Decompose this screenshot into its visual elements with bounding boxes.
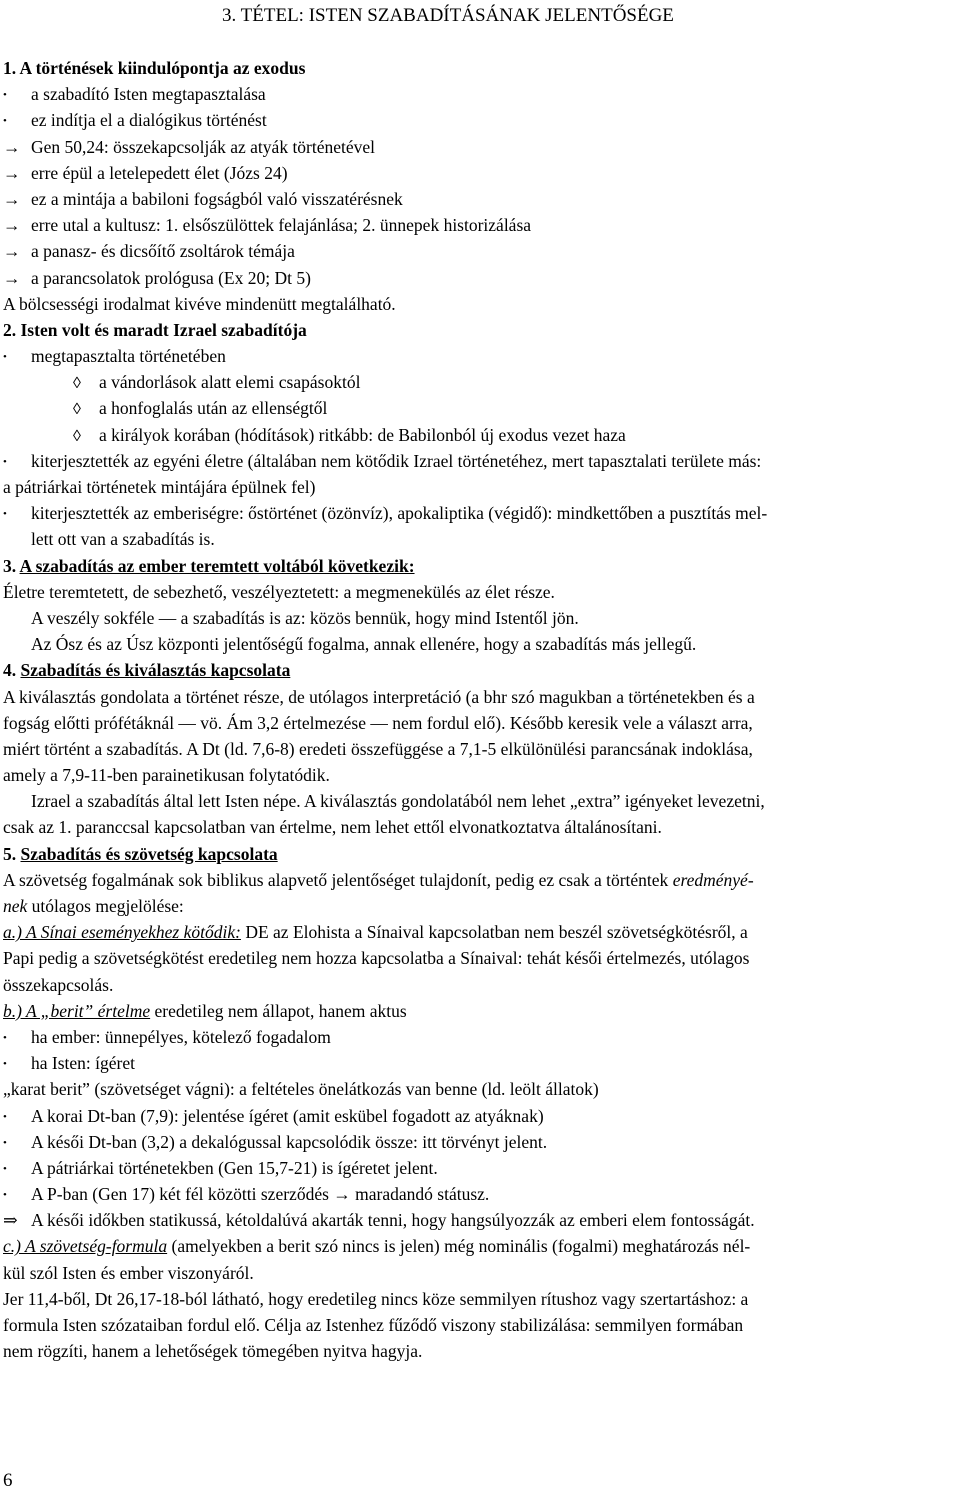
bullet-icon: •	[3, 115, 7, 128]
arrow-icon: →	[3, 188, 21, 209]
section-2-heading: 2. Isten volt és maradt Izrael szabadítója	[3, 319, 307, 340]
paragraph-line: kül szól Isten és ember viszonyáról.	[3, 1262, 254, 1283]
diamond-icon: ◊	[73, 401, 81, 419]
paragraph-line: c.) A szövetség-formula (amelyekben a berit szó nincs is jelen) még nominális (fogalmi) meghatározás nél-	[3, 1236, 751, 1257]
section-1-heading: 1. A történések kiindulópontja az exodus	[3, 58, 306, 78]
paragraph-line: nek utólagos megjelölése:	[3, 896, 184, 916]
diamond-icon: ◊	[73, 427, 81, 445]
paragraph-line: fogság előtti prófétáknál — vö. Ám 3,2 értelmezése — nem fordul elő). Később keresik vele a választ arra,	[3, 712, 753, 733]
bullet-icon: •	[3, 1031, 7, 1044]
arrow-icon: →	[3, 136, 21, 157]
paragraph-line: Az Ósz és az Úsz központi jelentőségű fogalma, annak ellenére, hogy a szabadítás más jellegű.	[31, 634, 697, 655]
paragraph-line: miért történt a szabadítás. A Dt (ld. 7,6-8) eredeti összefüggése a 7,1-5 elkülönülési parancsának indoklása,	[3, 738, 753, 759]
paragraph-line: formula Isten szózataiban fordul elő. Célja az Istenhez fűződő viszony stabilizálása: semmilyen formában	[3, 1315, 744, 1335]
paragraph-line: Jer 11,4-ből, Dt 26,17-18-ból látható, hogy eredetileg nincs köze semmilyen rítushoz vagy szertartáshoz: a	[3, 1288, 749, 1309]
page-number: 6	[3, 1470, 13, 1491]
list-item: • ha Isten: ígéret	[3, 1050, 955, 1076]
paragraph-line: Izrael a szabadítás által lett Isten népe. A kiválasztás gondolatából nem lehet „extra” igényeket levezetni,	[31, 791, 765, 812]
arrow-icon: →	[3, 162, 21, 183]
implies-icon: ⇒	[3, 1210, 18, 1231]
paragraph-line: „karat berit” (szövetséget vágni): a feltételes önelátkozás van benne (ld. leölt állatok)	[3, 1079, 599, 1100]
arrow-icon: →	[3, 241, 21, 262]
list-item: → erre épül a letelepedett élet (Józs 24)	[3, 160, 955, 186]
bullet-icon: •	[3, 89, 7, 102]
bullet-icon: •	[3, 1136, 7, 1149]
list-item: ◊ a honfoglalás után az ellenségtől	[3, 395, 955, 421]
page-title: 3. TÉTEL: ISTEN SZABADÍTÁSÁNAK JELENTŐSÉGE	[222, 5, 674, 26]
list-item: • ha ember: ünnepélyes, kötelező fogadalom	[3, 1024, 955, 1050]
paragraph-line: A veszély sokféle — a szabadítás is az: közös bennük, hogy mind Istentől jön.	[31, 607, 579, 628]
section-1-note: A bölcsességi irodalmat kivéve mindenütt megtalálható.	[3, 293, 396, 314]
list-item: • megtapasztalta történetében	[3, 343, 955, 369]
section-4-heading: 4. Szabadítás és kiválasztás kapcsolata	[3, 660, 291, 681]
paragraph-line: nem rögzíti, hanem a lehetőségek tömegében nyitva hagyja.	[3, 1341, 423, 1362]
section-5-heading: 5. Szabadítás és szövetség kapcsolata	[3, 843, 278, 864]
arrow-icon: →	[3, 267, 21, 288]
arrow-icon: →	[3, 215, 21, 236]
paragraph-line: a.) A Sínai eseményekhez kötődik: DE az Elohista a Sínaival kapcsolatban nem beszél szövetségkötésről, a	[3, 922, 748, 943]
bullet-icon: •	[3, 1162, 7, 1175]
paragraph-line: A szövetség fogalmának sok biblikus alapvető jelentőséget tulajdonít, pedig ez csak a történtek eredményé-	[3, 869, 754, 890]
paragraph-line: Életre teremtetett, de sebezhető, veszélyeztetett: a megmenekülés az élet része.	[3, 581, 555, 602]
bullet-icon: •	[3, 1189, 7, 1202]
document-body	[3, 55, 955, 1364]
bullet-icon: •	[3, 351, 7, 364]
list-item: • kiterjesztették az egyéni életre (általában nem kötődik Izrael történetéhez, mert tapasztalati területe más:	[3, 448, 955, 474]
list-item: ◊ a vándorlások alatt elemi csapásoktól	[3, 369, 955, 395]
list-item: • kiterjesztették az emberiségre: őstörténet (özönvíz), apokaliptika (végidő): mindkettőben a pusztítás mel-	[3, 500, 955, 526]
list-item: → ez a mintája a babiloni fogságból való visszatérésnek	[3, 186, 955, 212]
list-item: • ez indítja el a dialógikus történést	[3, 107, 955, 133]
list-item: → erre utal a kultusz: 1. elsőszülöttek felajánlása; 2. ünnepek historizálása	[3, 212, 955, 238]
paragraph-line: A kiválasztás gondolata a történet része, de utólagos interpretáció (a bhr szó magukban a történetekben és a	[3, 686, 755, 707]
list-item: • A P-ban (Gen 17) két fél közötti szerződés → maradandó státusz.	[3, 1181, 955, 1207]
list-item: → a parancsolatok prológusa (Ex 20; Dt 5)	[3, 265, 955, 291]
list-item-continuation: a pátriárkai történetek mintájára épülnek fel)	[3, 477, 316, 497]
list-item: → a panasz- és dicsőítő zsoltárok témája	[3, 238, 955, 264]
arrow-icon: →	[333, 1184, 351, 1205]
paragraph-line: csak az 1. paranccsal kapcsolatban van értelme, nem lehet ettől elvonatkoztatva általánosítani.	[3, 817, 662, 838]
list-item: → Gen 50,24: összekapcsolják az atyák történetével	[3, 134, 955, 160]
bullet-icon: •	[3, 455, 7, 468]
list-item: • A pátriárkai történetekben (Gen 15,7-21) is ígéretet jelent.	[3, 1155, 955, 1181]
section-3-heading: 3. A szabadítás az ember teremtett voltából következik:	[3, 555, 415, 576]
list-item: • A korai Dt-ban (7,9): jelentése ígéret (amit eskübel fogadott az atyáknak)	[3, 1103, 955, 1129]
paragraph-line: összekapcsolás.	[3, 974, 114, 995]
bullet-icon: •	[3, 508, 7, 521]
list-item: • a szabadító Isten megtapasztalása	[3, 81, 955, 107]
bullet-icon: •	[3, 1058, 7, 1071]
list-item: • A késői Dt-ban (3,2) a dekalógussal kapcsolódik össze: itt törvényt jelent.	[3, 1129, 955, 1155]
diamond-icon: ◊	[73, 375, 81, 393]
bullet-icon: •	[3, 1110, 7, 1123]
list-item: ◊ a királyok korában (hódítások) ritkább: de Babilonból új exodus vezet haza	[3, 422, 955, 448]
paragraph-line: b.) A „berit” értelme eredetileg nem állapot, hanem aktus	[3, 1000, 407, 1021]
paragraph-line: Papi pedig a szövetségkötést eredetileg nem hozza kapcsolatba a Sínaival: tehát késői értelmezés, utólagos	[3, 948, 750, 969]
list-item: ⇒ A késői időkben statikussá, kétoldalúvá akarták tenni, hogy hangsúlyozzák az emberi elem fontosságát.	[3, 1207, 955, 1233]
paragraph-line: amely a 7,9-11-ben parainetikusan folytatódik.	[3, 765, 330, 786]
list-item-continuation: lett ott van a szabadítás is.	[31, 529, 215, 550]
